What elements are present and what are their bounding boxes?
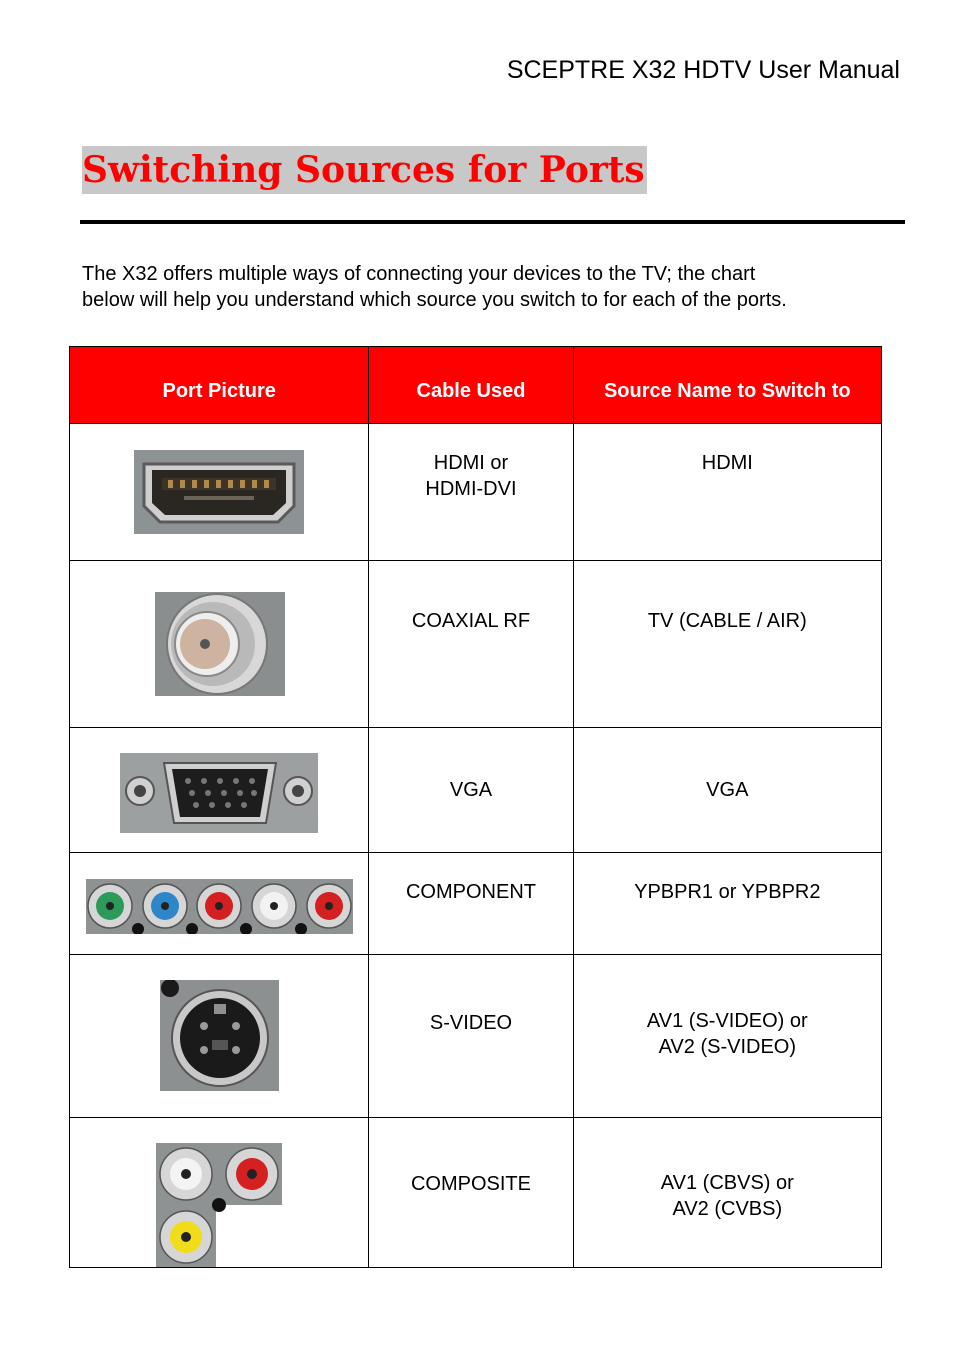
- source-name-line-1: HDMI: [701, 452, 753, 474]
- source-name-cell: [573, 561, 881, 728]
- cable-used-cell: [369, 955, 573, 1118]
- source-name-line-1: YPBPR1 or YPBPR2: [634, 881, 821, 903]
- composite-ports-icon: [156, 1143, 282, 1267]
- port-picture-cell: [70, 955, 369, 1118]
- source-name-cell: [573, 728, 881, 853]
- hdmi-port-icon: [134, 450, 304, 534]
- source-name-line-2: AV2 (CVBS): [672, 1197, 783, 1220]
- port-picture-cell: [70, 424, 369, 561]
- table-row: [70, 728, 882, 853]
- intro-paragraph: [82, 261, 902, 313]
- header-cable-used: Cable Used: [369, 347, 573, 424]
- cable-used-line-1: COAXIAL RF: [411, 610, 531, 632]
- source-name-line-1: TV (CABLE / AIR): [647, 610, 807, 632]
- source-name-cell: [573, 955, 881, 1118]
- cable-used-line-1: HDMI or: [433, 452, 509, 474]
- header-port-picture: Port Picture: [70, 347, 369, 424]
- source-name-cell: [573, 1118, 881, 1268]
- cable-used-cell: [369, 728, 573, 853]
- title-divider: [80, 220, 905, 224]
- header-source-name: Source Name to Switch to: [573, 347, 881, 424]
- table-row: [70, 853, 882, 955]
- cable-used-line-1: COMPOSITE: [410, 1172, 531, 1195]
- intro-line-1: The X32 offers multiple ways of connecting your devices to the TV; the chart: [82, 263, 756, 285]
- section-title: Switching Sources for Ports: [82, 146, 647, 194]
- vga-port-icon: [120, 753, 318, 833]
- svideo-port-icon: [160, 980, 279, 1091]
- table-header-row: [70, 347, 882, 424]
- port-picture-cell: [70, 1118, 369, 1268]
- source-name-line-2: AV2 (S-VIDEO): [658, 1036, 797, 1058]
- cable-used-line-1: VGA: [449, 779, 493, 801]
- cable-used-cell: [369, 1118, 573, 1268]
- table-row: [70, 561, 882, 728]
- port-picture-cell: [70, 728, 369, 853]
- cable-used-line-2: HDMI-DVI: [425, 478, 517, 500]
- cable-used-line-1: COMPONENT: [405, 881, 536, 903]
- source-name-line-1: AV1 (CBVS) or: [660, 1171, 794, 1194]
- source-name-cell: [573, 424, 881, 561]
- coaxial-port-icon: [155, 592, 285, 696]
- source-name-line-1: AV1 (S-VIDEO) or: [646, 1010, 808, 1032]
- source-name-line-1: VGA: [706, 779, 749, 801]
- cable-used-cell: [369, 853, 573, 955]
- port-picture-cell: [70, 853, 369, 955]
- table-row: [70, 955, 882, 1118]
- ports-table: [69, 346, 882, 1268]
- intro-line-2: below will help you understand which source you switch to for each of the ports.: [82, 289, 787, 311]
- source-name-cell: [573, 853, 881, 955]
- component-ports-icon: [86, 879, 353, 934]
- cable-used-cell: [369, 561, 573, 728]
- page-header: SCEPTRE X32 HDTV User Manual: [506, 56, 900, 84]
- cable-used-line-1: S-VIDEO: [429, 1012, 513, 1034]
- table-row: [70, 1118, 882, 1268]
- port-picture-cell: [70, 561, 369, 728]
- cable-used-cell: [369, 424, 573, 561]
- table-row: [70, 424, 882, 561]
